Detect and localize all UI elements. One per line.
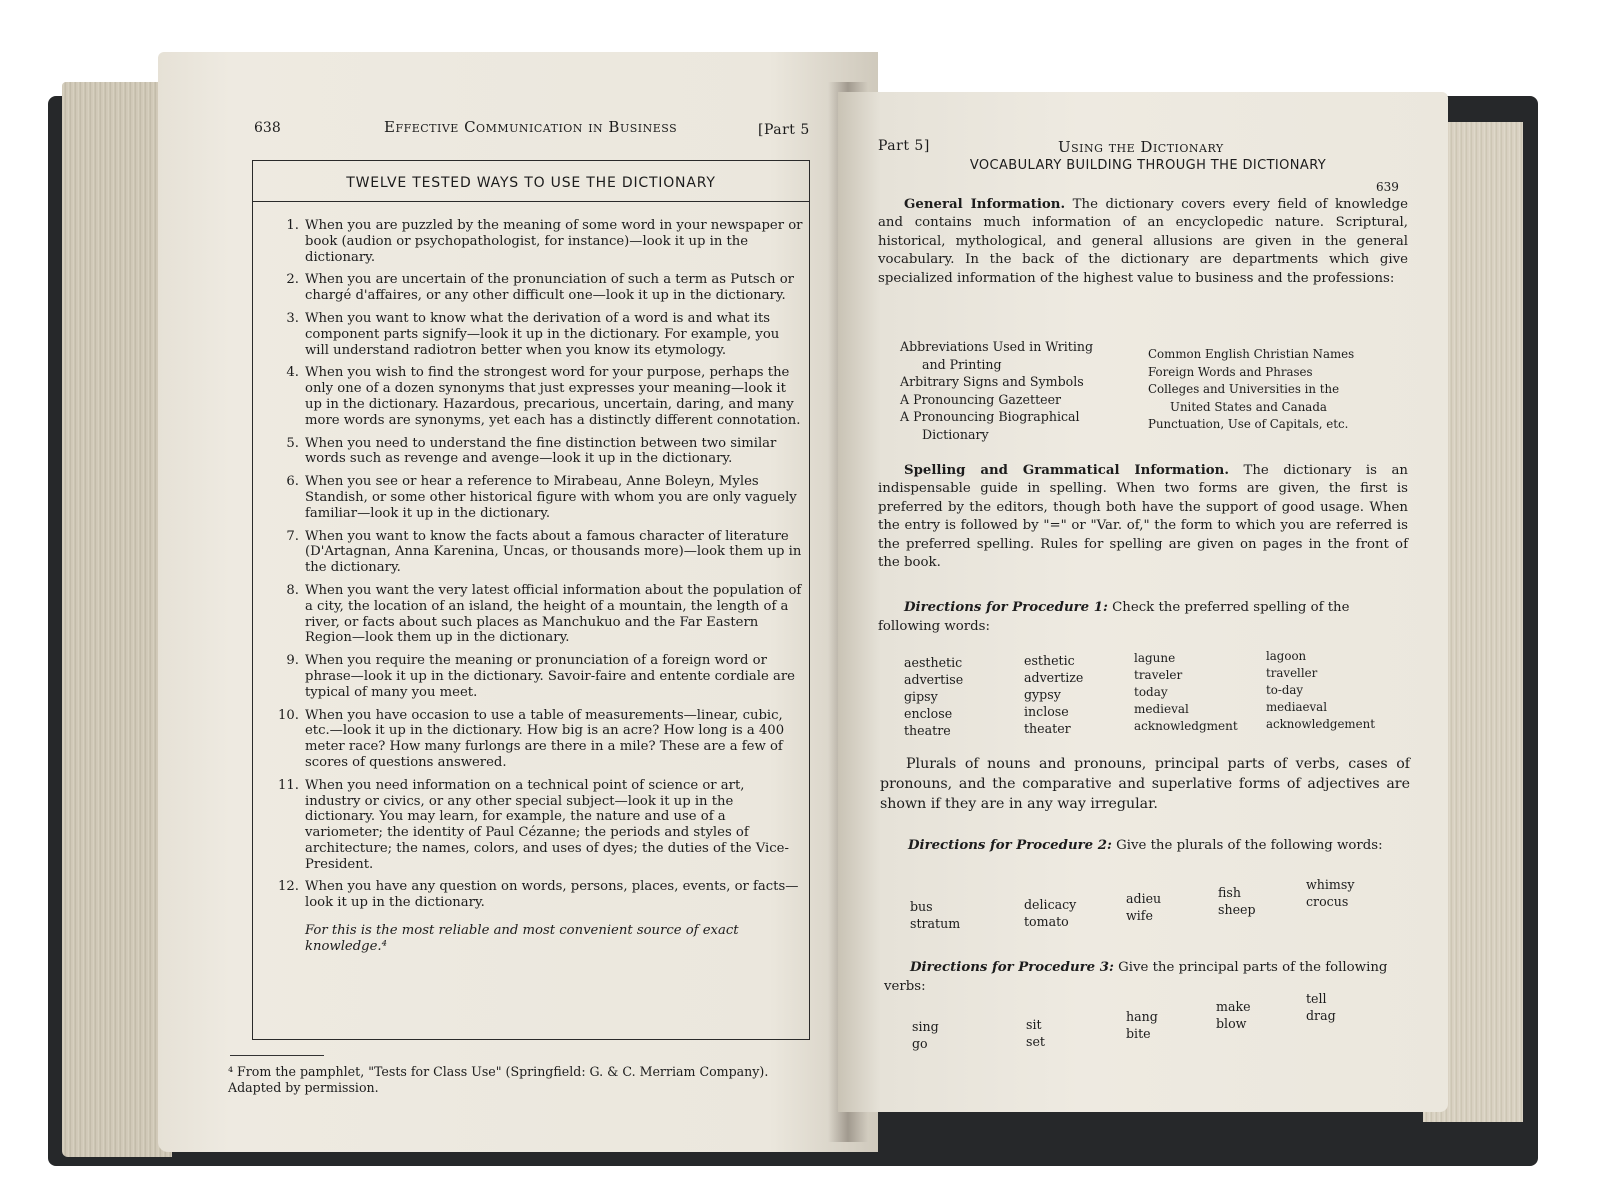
way-number: 5. <box>286 435 299 451</box>
way-text: When you require the meaning or pronunciation of a foreign word or phrase—look it up in the dictionary. Savoir-faire and entente cordiale are typical of many you meet. <box>305 653 795 700</box>
left-part-label: [Part 5 <box>758 122 810 138</box>
left-running-head: Effective Communication in Business <box>384 118 678 136</box>
ways-list <box>253 202 809 911</box>
word: hang <box>1126 1009 1158 1024</box>
spelling-text: The dictionary is an indispensable guide in spelling. When two forms are given, the first is preferred by the editors, though both have the support of good usage. When the entry is followed by "=" or "Var. of," the form to which you are referred is the preferred spelling. Rules for spelling are given on pages in the front of the book. <box>878 463 1408 571</box>
procedure-2-text: Give the plurals of the following words: <box>1116 838 1383 853</box>
word: go <box>912 1036 928 1051</box>
spelling-heading: Spelling and Grammatical Information. <box>904 463 1229 478</box>
right-running-head: Using the Dictionary <box>1058 138 1224 156</box>
word: theatre <box>904 723 951 738</box>
way-text: When you need to understand the fine distinction between two similar words such as revenge and avenge—look it up in the dictionary. <box>305 435 777 467</box>
word: aesthetic <box>904 655 963 670</box>
word: make <box>1216 999 1251 1014</box>
department-item: Foreign Words and Phrases <box>1148 364 1313 379</box>
way-number: 11. <box>278 777 299 793</box>
word: mediaeval <box>1266 700 1327 714</box>
word: set <box>1026 1034 1045 1049</box>
word-column <box>1216 998 1251 1032</box>
word: bus <box>910 899 933 914</box>
way-item <box>253 708 809 771</box>
procedure-3-text: Give the principal parts of the following verbs: <box>884 960 1388 994</box>
word: lagune <box>1134 651 1176 665</box>
word: acknowledgement <box>1266 717 1375 731</box>
word: whimsy <box>1306 877 1355 892</box>
way-text: When you want to know what the derivation of a word is and what its component parts signify—look it up in the dictionary. For example, you will understand radiotron better when you know its etymology. <box>305 310 780 358</box>
way-item <box>253 653 809 700</box>
word-column <box>1126 1008 1158 1042</box>
departments-column-left <box>900 338 1093 443</box>
word-column <box>1134 650 1238 735</box>
word-column <box>1126 890 1161 924</box>
procedure-1-text: Check the preferred spelling of the following words: <box>878 600 1350 634</box>
word: sheep <box>1218 902 1256 917</box>
way-text: When you see or hear a reference to Mirabeau, Anne Boleyn, Myles Standish, or some other historical figure with whom you are only vaguely familiar—look it up in the dictionary. <box>305 474 797 521</box>
department-item: Abbreviations Used in Writing <box>900 339 1094 354</box>
word-column <box>912 1018 939 1052</box>
way-text: When you have occasion to use a table of measurements—linear, cubic, etc.—look it up in the dictionary. How big is an acre? How long is a 400 meter race? How many furlongs are there in a mile? These are a few of scores of questions answered. <box>305 707 785 770</box>
way-item <box>253 879 809 911</box>
word-column <box>1218 884 1256 918</box>
way-number: 9. <box>286 653 299 669</box>
way-item <box>253 272 809 304</box>
word: tomato <box>1024 914 1069 929</box>
left-page <box>158 52 878 1152</box>
departments-list <box>900 338 1420 448</box>
way-number: 3. <box>286 310 299 326</box>
procedure-2-label: Directions for Procedure 2: <box>908 838 1112 853</box>
general-information-paragraph <box>878 196 1408 288</box>
word: tell <box>1306 991 1327 1006</box>
open-book <box>48 52 1538 1172</box>
procedure-1-label: Directions for Procedure 1: <box>904 600 1108 615</box>
department-item: Common English Christian Names <box>1148 347 1355 361</box>
department-item: United States and Canada <box>1170 399 1327 414</box>
department-item: and Printing <box>922 356 1002 372</box>
word-column <box>904 654 963 739</box>
plurals-paragraph: Plurals of nouns and pronouns, principal parts of verbs, cases of pronouns, and the comparative and superlative forms of adjectives are shown if they are in any way irregular. <box>880 756 1410 812</box>
way-number: 1. <box>286 218 299 233</box>
word: enclose <box>904 706 953 721</box>
word: crocus <box>1306 894 1349 909</box>
word-column <box>1024 896 1076 930</box>
spelling-paragraph <box>878 462 1408 572</box>
page-edges-left <box>62 82 172 1157</box>
way-text: When you wish to find the strongest word for your purpose, perhaps the only one of a dozen synonyms that just expresses your meaning—look it up in the dictionary. Hazardous, precarious, uncertain, daring, and many more words are synonyms, yet each has a distinctly different connotation. <box>305 365 801 428</box>
way-item <box>253 583 809 646</box>
box-closing-line: For this is the most reliable and most convenient source of exact knowledge.⁴ <box>305 923 739 955</box>
word: gipsy <box>904 689 938 704</box>
word-column <box>1266 648 1375 733</box>
general-heading: General Information. <box>904 197 1066 212</box>
way-number: 2. <box>286 272 299 288</box>
right-page <box>838 92 1448 1112</box>
procedure-3-label: Directions for Procedure 3: <box>910 960 1114 975</box>
department-item: Colleges and Universities in the <box>1148 382 1340 396</box>
departments-column-right <box>1148 346 1354 434</box>
way-number: 10. <box>278 707 299 723</box>
word: esthetic <box>1024 653 1075 668</box>
way-item <box>253 474 809 521</box>
right-page-number: 639 <box>1376 180 1399 194</box>
left-page-number: 638 <box>254 120 281 136</box>
word: sing <box>912 1019 939 1034</box>
way-item <box>253 529 809 576</box>
word-column <box>1026 1016 1045 1050</box>
general-text: The dictionary covers every field of knowledge and contains much information of an encyclopedic nature. Scriptural, historical, mythological, and general allusions are given in the general vocabulary. In the back of the dictionary are departments which give specialized information of the highest value to business and the professions: <box>878 197 1408 286</box>
procedure-1 <box>878 598 1408 636</box>
footnote: ⁴ From the pamphlet, "Tests for Class Use" (Springfield: G. & C. Merriam Company). Adapted by permission. <box>228 1064 769 1095</box>
word-column <box>910 898 960 932</box>
way-item <box>253 436 809 468</box>
way-item <box>253 778 809 873</box>
department-item: A Pronouncing Biographical <box>900 409 1080 424</box>
way-item <box>253 311 809 358</box>
word: acknowledgment <box>1134 719 1238 733</box>
footnote-rule <box>230 1055 324 1056</box>
way-number: 7. <box>286 528 299 544</box>
way-text: When you want to know the facts about a famous character of literature (D'Artagnan, Anna Karenina, Uncas, or thousands more)—look them up in the dictionary. <box>305 528 802 576</box>
word: inclose <box>1024 704 1069 719</box>
department-item: Punctuation, Use of Capitals, etc. <box>1148 417 1349 431</box>
word: traveler <box>1134 668 1183 682</box>
word: wife <box>1126 908 1153 923</box>
word: blow <box>1216 1016 1247 1031</box>
word: advertize <box>1024 670 1084 685</box>
twelve-ways-box <box>252 160 810 1040</box>
way-number: 4. <box>286 365 299 381</box>
word: gypsy <box>1024 687 1061 702</box>
word: sit <box>1026 1017 1042 1032</box>
right-part-label: Part 5] <box>878 138 930 154</box>
word: stratum <box>910 916 961 931</box>
word: fish <box>1218 885 1241 900</box>
word: medieval <box>1134 702 1189 716</box>
way-text: When you are uncertain of the pronunciation of such a term as Putsch or chargé d'affaires, or any other difficult one—look it up in the dictionary. <box>305 272 794 304</box>
word-column <box>1306 990 1336 1024</box>
word: advertise <box>904 672 964 687</box>
word: adieu <box>1126 891 1162 906</box>
way-text: When you want the very latest official information about the population of a city, the location of an island, the height of a mountain, the length of a river, or facts about such places as Manchukuo and the Far Eastern Region—look them up in the dictionary. <box>305 582 802 646</box>
way-item <box>253 365 809 428</box>
way-text: When you need information on a technical point of science or art, industry or civics, or any other special subject—look it up in the dictionary. You may learn, for example, the nature and use of a variometer; the identity of Paul Cézanne; the periods and styles of architecture; the names, colors, and uses of dyes; the duties of the Vice-President. <box>305 777 789 872</box>
way-text: When you are puzzled by the meaning of some word in your newspaper or book (audion or psychopathologist, for instance)—look it up in the dictionary. <box>305 218 803 265</box>
department-item: Dictionary <box>922 426 989 442</box>
box-title: TWELVE TESTED WAYS TO USE THE DICTIONARY <box>253 161 809 202</box>
word: traveller <box>1266 666 1318 680</box>
way-item <box>253 218 809 265</box>
section-title: VOCABULARY BUILDING THROUGH THE DICTIONARY <box>969 158 1327 173</box>
word-column <box>1306 876 1354 910</box>
way-number: 6. <box>286 474 299 490</box>
word: today <box>1134 685 1168 699</box>
department-item: A Pronouncing Gazetteer <box>900 391 1062 407</box>
word: delicacy <box>1024 897 1077 912</box>
word-column <box>1024 652 1083 737</box>
word: drag <box>1306 1008 1336 1023</box>
way-number: 12. <box>278 879 299 895</box>
word: bite <box>1126 1026 1151 1041</box>
word: lagoon <box>1266 649 1307 663</box>
department-item: Arbitrary Signs and Symbols <box>900 374 1084 389</box>
procedure-2 <box>882 836 1412 855</box>
word: to-day <box>1266 683 1304 697</box>
word: theater <box>1024 721 1071 736</box>
way-number: 8. <box>286 582 299 598</box>
way-text: When you have any question on words, persons, places, events, or facts—look it up in the dictionary. <box>305 879 799 911</box>
